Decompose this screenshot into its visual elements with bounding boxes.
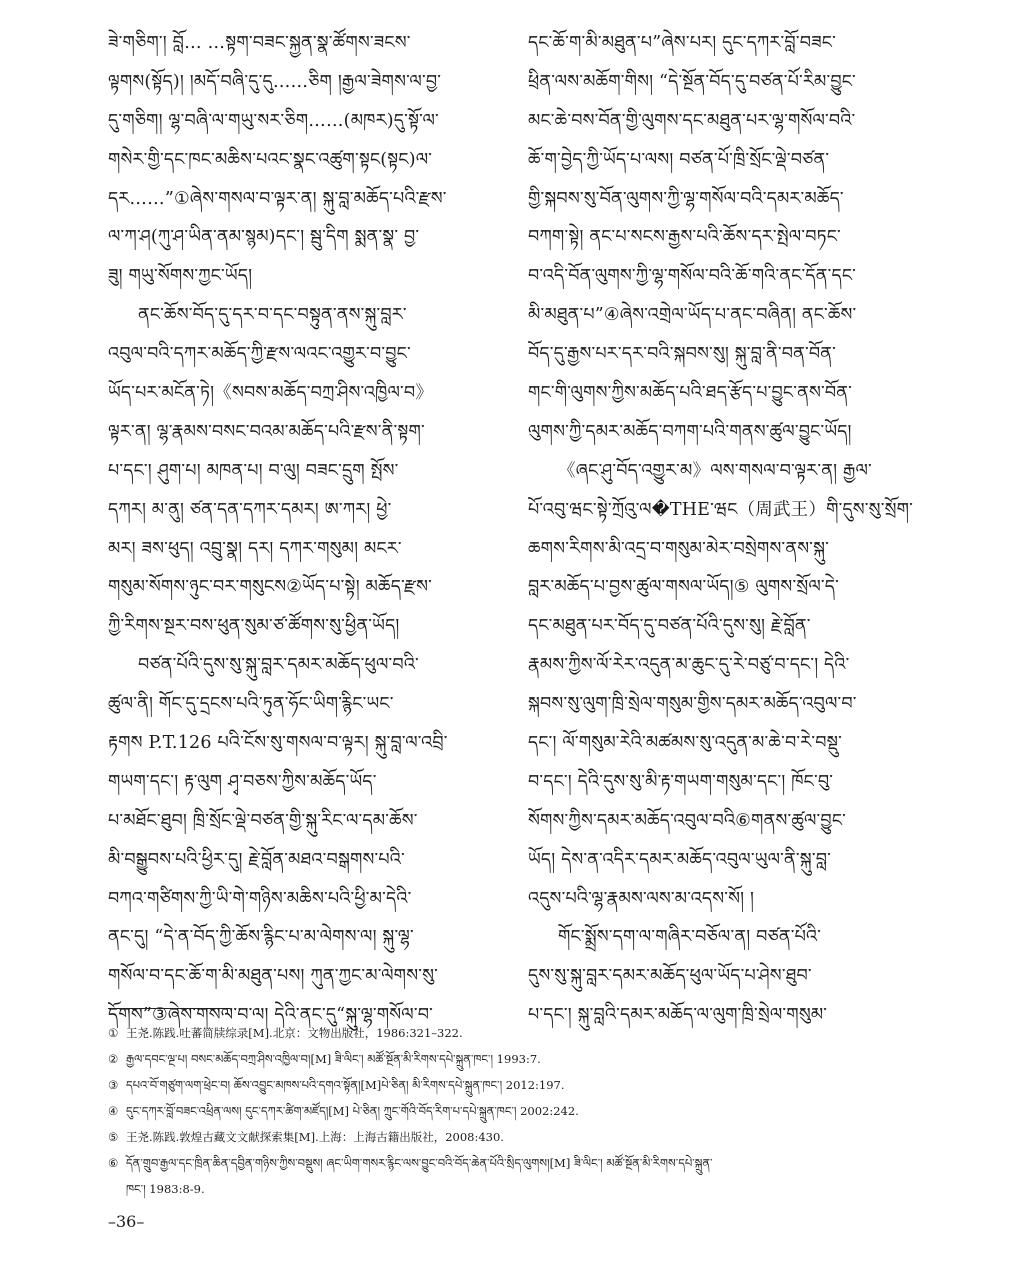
- text-line: དུ་གཅིག། ལྷ་བཞི་ལ་གཡུ་སར་ཅིག……(མཁར)དུ་སྟོ་ལ་: [108, 110, 439, 131]
- text-line: བཀག་སྟེ། ནང་པ་སངས་རྒྱས་པའི་ཆོས་དར་སྤེལ་བཏང་: [528, 227, 841, 248]
- text-line: དོགས”③ཞེས་གསལ་བ་ལ། དེའི་ནང་དུ“སྐུ་ལྷ་གསོལ་བ་: [108, 1005, 434, 1026]
- text-line: དང་། ལོ་གསུམ་རེའི་མཚམས་སུ་འདུན་མ་ཆེ་བ་རེ་བསྡུ་: [528, 733, 843, 754]
- text-line: རྣམས་ཀྱིས་ལོ་རེར་འདུན་མ་ཆུང་དུ་རེ་བཙུ་བ་དང་། དེའི་: [528, 655, 850, 676]
- text-line: བཀའ་གཙིགས་ཀྱི་ཡི་གེ་གཉིས་མཆིས་པའི་ཕྱི་མ་དེའི་: [108, 888, 412, 909]
- text-line: བཙན་པོའི་དུས་སུ་སྐུ་བླར་དམར་མཆོད་ཕུལ་བའི་: [138, 655, 419, 676]
- text-line: པ་དང་། ཤུག་པ། མཁན་པ། བ་ལུ། བཟང་དྲུག སྤོས་: [108, 460, 399, 481]
- right-column: [528, 24, 924, 1035]
- text-line: གསེར་གྱི་དང་ཁང་མཆིས་པའང་སྣང་འཚུག་སྟང(སྟང)ལ་: [108, 149, 433, 170]
- footnote: [108, 1072, 918, 1098]
- text-line: ཡོད་པར་མངོན་ཏེ།《སབས་མཆོད་བཀྲ་ཤིས་འཁྱིལ་བ》: [108, 383, 434, 404]
- text-line: དུས་སུ་སྐུ་བླར་དམར་མཆོད་ཕུལ་ཡོད་པ་ཤེས་ཐུབ་: [528, 966, 812, 987]
- footnote-text: [126, 1098, 918, 1124]
- text-line: བ་དང་། དེའི་དུས་སུ་མི་རྟ་གཡག་གསུམ་དང་། ཁོང་བུ་: [528, 771, 834, 792]
- text-line: ཡོད། དེས་ན་འདིར་དམར་མཆོད་འབུལ་ཡུལ་ནི་སྐུ་བླ་: [528, 849, 831, 870]
- text-line: པོ་འབུ་ཝང་སྟེ་ཀྲོའུ་ལ�THE་ཝང（周武王）གི་དུས་སུ་སྲོག་: [528, 499, 913, 520]
- footnote: [108, 1124, 918, 1150]
- text-line: མི་བསྒྱུབས་པའི་ཕྱིར་དུ། རྗེ་བློན་མཐའ་བསྒགས་པའི་: [108, 849, 405, 870]
- footnote: [108, 1150, 918, 1202]
- footnote-separator: [108, 1008, 230, 1009]
- text-line: 《ཞང་ཤུ་བོད་འགྱུར་མ》ལས་གསལ་བ་ལྟར་ན། རྒྱལ་: [558, 460, 872, 481]
- footnote-number: ⑤: [108, 1130, 119, 1144]
- footnote: [108, 1046, 918, 1072]
- text-line: དར……”①ཞེས་གསལ་བ་ལྟར་ན། སྐུ་བླ་མཆོད་པའི་རྫས་: [108, 188, 447, 209]
- text-line: གང་གི་ལུགས་ཀྱིས་མཆོད་པའི་ཐད་རྩོད་པ་བྱུང་ནས་བོན་: [528, 383, 853, 404]
- footnote-number: ⑥: [108, 1156, 119, 1170]
- text-line: རྟགས P.T.126 པའི་ངོས་སུ་གསལ་བ་ལྟར། སྐུ་བླ་ལ་འབྲི་: [108, 733, 448, 754]
- text-line: སོགས་ཀྱིས་དམར་མཆོད་འབུལ་བའི⑥གནས་ཚུལ་བྱུང་: [528, 810, 847, 831]
- text-line: གོང་སྨྲོས་དག་ལ་གཞིར་བཅོལ་ན། བཙན་པོའི་: [558, 927, 822, 948]
- text-line: འབུལ་བའི་དཀར་མཆོད་ཀྱི་རྫས་ལའང་འགྱུར་བ་བྱུང་: [108, 344, 411, 365]
- text-line: གསུམ་སོགས་ཉུང་བར་གསུངས②ཡོད་པ་སྟེ། མཆོད་རྫས་: [108, 577, 433, 598]
- footnote: [108, 1098, 918, 1124]
- text-line: པ་མཐོང་ཐུབ། ཁྲི་སྲོང་ལྡེ་བཙན་གྱི་སྐུ་རིང་ལ་དམ་ཆོས་: [108, 810, 418, 831]
- footnote-main-text: དུང་དཀར་བློ་བཟང་འཕྲིན་ལས། དུང་དཀར་ཚིག་མཛོད།[M] པེ་ཅིན། ཀྲུང་གོའི་བོད་རིག་པ་དཔེ་སྐྲུན་ཁང་། 2002:242.: [126, 1104, 579, 1118]
- text-line: དང་མཐུན་པར་བོད་དུ་བཙན་པོའི་དུས་སུ། རྗེ་བློན་: [528, 616, 811, 637]
- text-line: ཆོ་ག་བྱེད་ཀྱི་ཡོད་པ་ལས། བཙན་པོ་ཁྲི་སྲོང་ལྡེ་བཙན་: [528, 149, 830, 170]
- footnote-text: [126, 1124, 918, 1150]
- footnote-main-text: 王尧.陈践.吐蕃简牍综录[M].北京：文物出版社，1986:321–322.: [126, 1026, 463, 1040]
- text-line: ལྟར་ན། ལྷ་རྣམས་བསང་བའམ་མཆོད་པའི་རྫས་ནི་སྟག་: [108, 421, 425, 442]
- text-line: དཀར། མ་ནུ། ཙན་དན་དཀར་དམར། ཨ་ཀར། ཕྱེ་: [108, 499, 392, 520]
- text-line: མར། ཟས་ཕུད། འབྲུ་སྣ། དར། དཀར་གསུམ། མངར་: [108, 538, 402, 559]
- text-line: གཡག་དང་། རྟ་ལུག ཤྭ་བཅས་ཀྱིས་མཆོད་ཡོད་: [108, 771, 377, 792]
- text-line: ལ་ཀ་ཤ(ཀུ་ཤ་ཡིན་ནམ་སྙམ)དང་། སྦུ་དིག སྨན་སྣ་ བྱ་: [108, 227, 420, 248]
- footnote-number: ①: [108, 1026, 119, 1040]
- text-line: དང་ཆོ་ག་མི་མཐུན་པ”ཞེས་པར། དུང་དཀར་བློ་བཟང་: [528, 33, 836, 53]
- footnote: [108, 1020, 918, 1046]
- left-column: [108, 24, 504, 1035]
- text-line: ནང་དུ། “དེ་ན་བོད་ཀྱི་ཆོས་རྙིང་པ་མ་ལེགས་ལ། སྐུ་ལྷ་: [108, 927, 414, 948]
- text-line: ནང་ཆོས་བོད་དུ་དར་བ་དང་བསྟུན་ནས་སྐུ་བླར་: [138, 305, 407, 326]
- text-line: འདུས་པའི་ལྷ་རྣམས་ལས་མ་འདས་སོ། །: [528, 888, 755, 909]
- text-line: མི་མཐུན་པ”④ཞེས་འགྲེལ་ཡོད་པ་ནང་བཞིན། ནང་ཆོས་: [528, 305, 857, 326]
- text-line: ཟུ། གཡུ་སོགས་ཀྱང་ཡོད།: [108, 266, 253, 287]
- text-line: མང་ཆེ་བས་བོན་གྱི་ལུགས་དང་མཐུན་པར་ལྷ་གསོལ་བའི་: [528, 110, 856, 131]
- footnote-text: [126, 1150, 918, 1202]
- text-line: སྐབས་སུ་ལུག་ཁྲི་སྲེལ་གསུམ་གྱིས་དམར་མཆོད་འབུལ་བ་: [528, 694, 857, 715]
- footnote-number: ②: [108, 1052, 119, 1066]
- footnote-main-text: རྒྱལ་དབང་ལྔ་པ། བསང་མཆོད་བཀྲ་ཤིས་འཁྱིལ་བ།[M] ཟི་ལིང་། མཚོ་སྔོན་མི་རིགས་དཔེ་སྐྲུན་ཁང་། 1993:7.: [126, 1052, 541, 1066]
- text-line: བོད་དུ་རྒྱས་པར་དར་བའི་སྐབས་སུ། སྐུ་བླ་ནི་བན་བོན་: [528, 344, 837, 365]
- text-line: གསོལ་བ་དང་ཆོ་ག་མི་མཐུན་པས། ཀུན་ཀྱང་མ་ལེགས་སུ་: [108, 966, 438, 987]
- footnote-text: [126, 1046, 918, 1072]
- footnote-main-text: 王尧.陈践.敦煌古藏文文献探索集[M].上海：上海古籍出版社，2008:430.: [126, 1130, 504, 1144]
- footnote-main-text: དོན་གྲུབ་རྒྱལ་དང་ཁྲིན་ཆིན་དབྱིན་གཉིས་ཀྱིས་བསྡུས། ཞང་ཡིག་གསར་རྙིང་ལས་བྱུང་བའི་བོད་ཆེན་པོའི་སྲིད་ལུགས།[M] ཟི་ལིང་། མཚོ་སྔོན་མི་རིགས་དཔེ་སྐྲུན་: [126, 1156, 713, 1170]
- text-line: ཚུལ་ནི། གོང་དུ་དྲངས་པའི་ཏུན་ཧོང་ཡིག་རྙིང་ཡང་: [108, 694, 394, 715]
- footnote-number: ③: [108, 1078, 119, 1092]
- text-line: ཕྲིན་ལས་མཆོག་གིས། “དེ་སྔོན་བོད་དུ་བཙན་པོ་རིམ་བྱུང་: [528, 71, 856, 92]
- text-line: ལུགས་ཀྱི་དམར་མཆོད་བཀག་པའི་གནས་ཚུལ་བྱུང་ཡོད།: [528, 421, 852, 442]
- text-line: པ་དང་། སྐུ་བླའི་དམར་མཆོད་ལ་ལུག་ཁྲི་སྲེལ་གསུམ་: [528, 1005, 828, 1026]
- text-line: ལྟགས(སྟོད)། །མདོ་བཞི་དུ་དུ……ཅིག །རྒྱལ་ཟེགས་ལ་བྱ་: [108, 71, 442, 92]
- footnote-continuation: ཁང་། 1983:8-9.: [126, 1182, 205, 1196]
- page-number: –36–: [108, 1212, 145, 1231]
- text-line: ཆགས་རིགས་མི་འདྲ་བ་གསུམ་མེར་བསྲེགས་ནས་སྐུ་: [528, 538, 829, 559]
- footnote-text: [126, 1020, 918, 1046]
- text-line: བླར་མཆོད་པ་བྱས་ཚུལ་གསལ་ཡོད།⑤ ལུགས་སྲོལ་དེ་: [528, 577, 839, 598]
- text-line: ཟེ་གཅིག་། བློ… …སྟག་བཟང་སྐྱན་སྣ་ཚོགས་ཟངས་: [108, 33, 411, 53]
- footnote-number: ④: [108, 1104, 119, 1118]
- text-line: བ་འདི་བོན་ལུགས་ཀྱི་ལྷ་གསོལ་བའི་ཆོ་གའི་ནང་དོན་དང་: [528, 266, 857, 287]
- footnote-text: [126, 1072, 918, 1098]
- footnote-main-text: དཔའ་བོ་གཙུག་ལག་ཕྲེང་བ། ཆོས་འབྱུང་མཁས་པའི་དགའ་སྟོན།[M]པེ་ཅིན། མི་རིགས་དཔེ་སྐྲུན་ཁང་། 2012:197.: [126, 1078, 565, 1092]
- text-line: གྱི་སྐབས་སུ་བོན་ལུགས་ཀྱི་ལྷ་གསོལ་བའི་དམར་མཆོད་: [528, 188, 844, 209]
- text-line: ཀྱི་རིགས་སྔར་བས་ཕུན་སུམ་ཙ་ཚོགས་སུ་ཕྱིན་ཡོད།: [108, 616, 400, 637]
- footnotes: [108, 1020, 918, 1202]
